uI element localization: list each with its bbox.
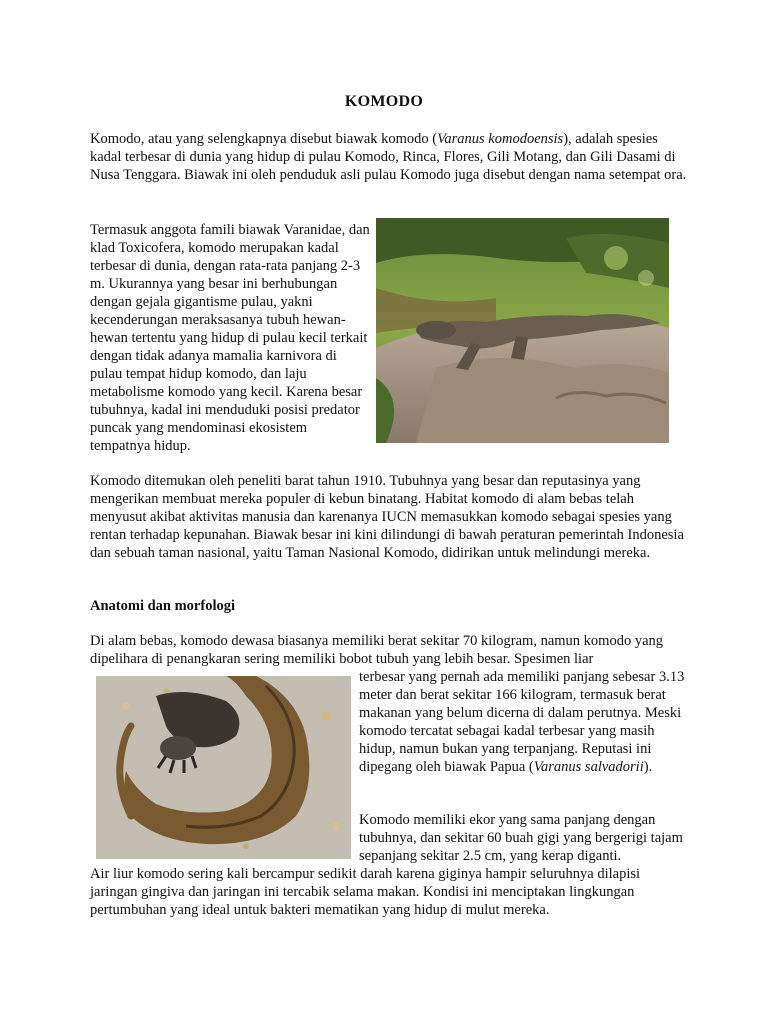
anatomy-paragraph-top: Di alam bebas, komodo dewasa biasanya memiliki berat sekitar 70 kilogram, namun komodo yang dipelihara di penangkaran sering memiliki bobot tubuh yang lebih besar. Spesimen liar bbox=[90, 633, 664, 667]
komodo-tail-photo bbox=[96, 676, 351, 859]
intro-paragraph bbox=[90, 130, 690, 184]
family-paragraph: Termasuk anggota famili biawak Varanidae, dan klad Toxicofera, komodo merupakan kadal terbesar di dunia, dengan rata-rata panjang 2-3 m. Ukurannya yang besar ini berhubungan dengan gejala gigantisme pulau, yakni kecenderungan meraksasanya tubuh hewan-hewan tertentu yang hidup di pulau kecil terkait dengan tidak adanya mamalia karnivora di pulau tempat hidup komodo, dan laju metabolisme komodo yang kecil. Karena besar tubuhnya, kadal ini menduduki posisi predator puncak yang mendominasi ekosistem tempatnya hidup. bbox=[90, 222, 370, 454]
anatomy-text-end: ). bbox=[643, 759, 653, 775]
teeth-paragraph-wrap: Komodo memiliki ekor yang sama panjang dengan tubuhnya, dan sekitar 60 buah gigi yang bergerigi tajam sepanjang sekitar 2.5 cm, yang kerap diganti. bbox=[359, 812, 683, 864]
komodo-on-rock-photo bbox=[376, 218, 669, 443]
saliva-paragraph: Air liur komodo sering kali bercampur sedikit darah karena giginya hampir seluruhnya dilapisi jaringan gingiva dan jaringan ini tercabik selama makan. Kondisi ini menciptakan lingkungan pertumbuhan yang ideal untuk bakteri mematikan yang hidup di mulut mereka. bbox=[90, 866, 641, 918]
intro-text-end: ), adalah spesies kadal terbesar di dunia yang hidup di pulau Komodo, Rinca, Flores, Gili Motang, dan Gili Dasami di Nusa Tenggara. Biawak ini oleh penduduk asli pulau Komodo juga disebut dengan nama setempat ora. bbox=[90, 131, 687, 183]
document-title: KOMODO bbox=[344, 93, 424, 110]
papua-scientific-name: Varanus salvadorii bbox=[533, 759, 644, 775]
discovery-paragraph: Komodo ditemukan oleh peneliti barat tahun 1910. Tubuhnya yang besar dan reputasinya yang mengerikan membuat mereka populer di kebun binatang. Habitat komodo di alam bebas telah menyusut akibat aktivitas manusia dan karenanya IUCN memasukkan komodo sebagai spesies yang rentan terhadap kepunahan. Biawak besar ini kini dilindungi di bawah peraturan pemerintah Indonesia dan sebuah taman nasional, yaitu Taman Nasional Komodo, didirikan untuk melindungi mereka. bbox=[90, 473, 684, 561]
scientific-name: Varanus komodoensis bbox=[437, 131, 564, 147]
anatomy-paragraph-wrap bbox=[359, 668, 689, 776]
intro-text-start: Komodo, atau yang selengkapnya disebut biawak komodo ( bbox=[90, 131, 438, 147]
anatomy-text-start: terbesar yang pernah ada memiliki panjang sebesar 3.13 meter dan berat sekitar 166 kilogram, termasuk berat makanan yang belum dicerna di dalam perutnya. Meski komodo tercatat sebagai kadal terbesar yang masih hidup, namun bukan yang terpanjang. Reputasi ini dipegang oleh biawak Papua ( bbox=[359, 669, 685, 775]
section-heading-anatomy: Anatomi dan morfologi bbox=[90, 598, 235, 614]
